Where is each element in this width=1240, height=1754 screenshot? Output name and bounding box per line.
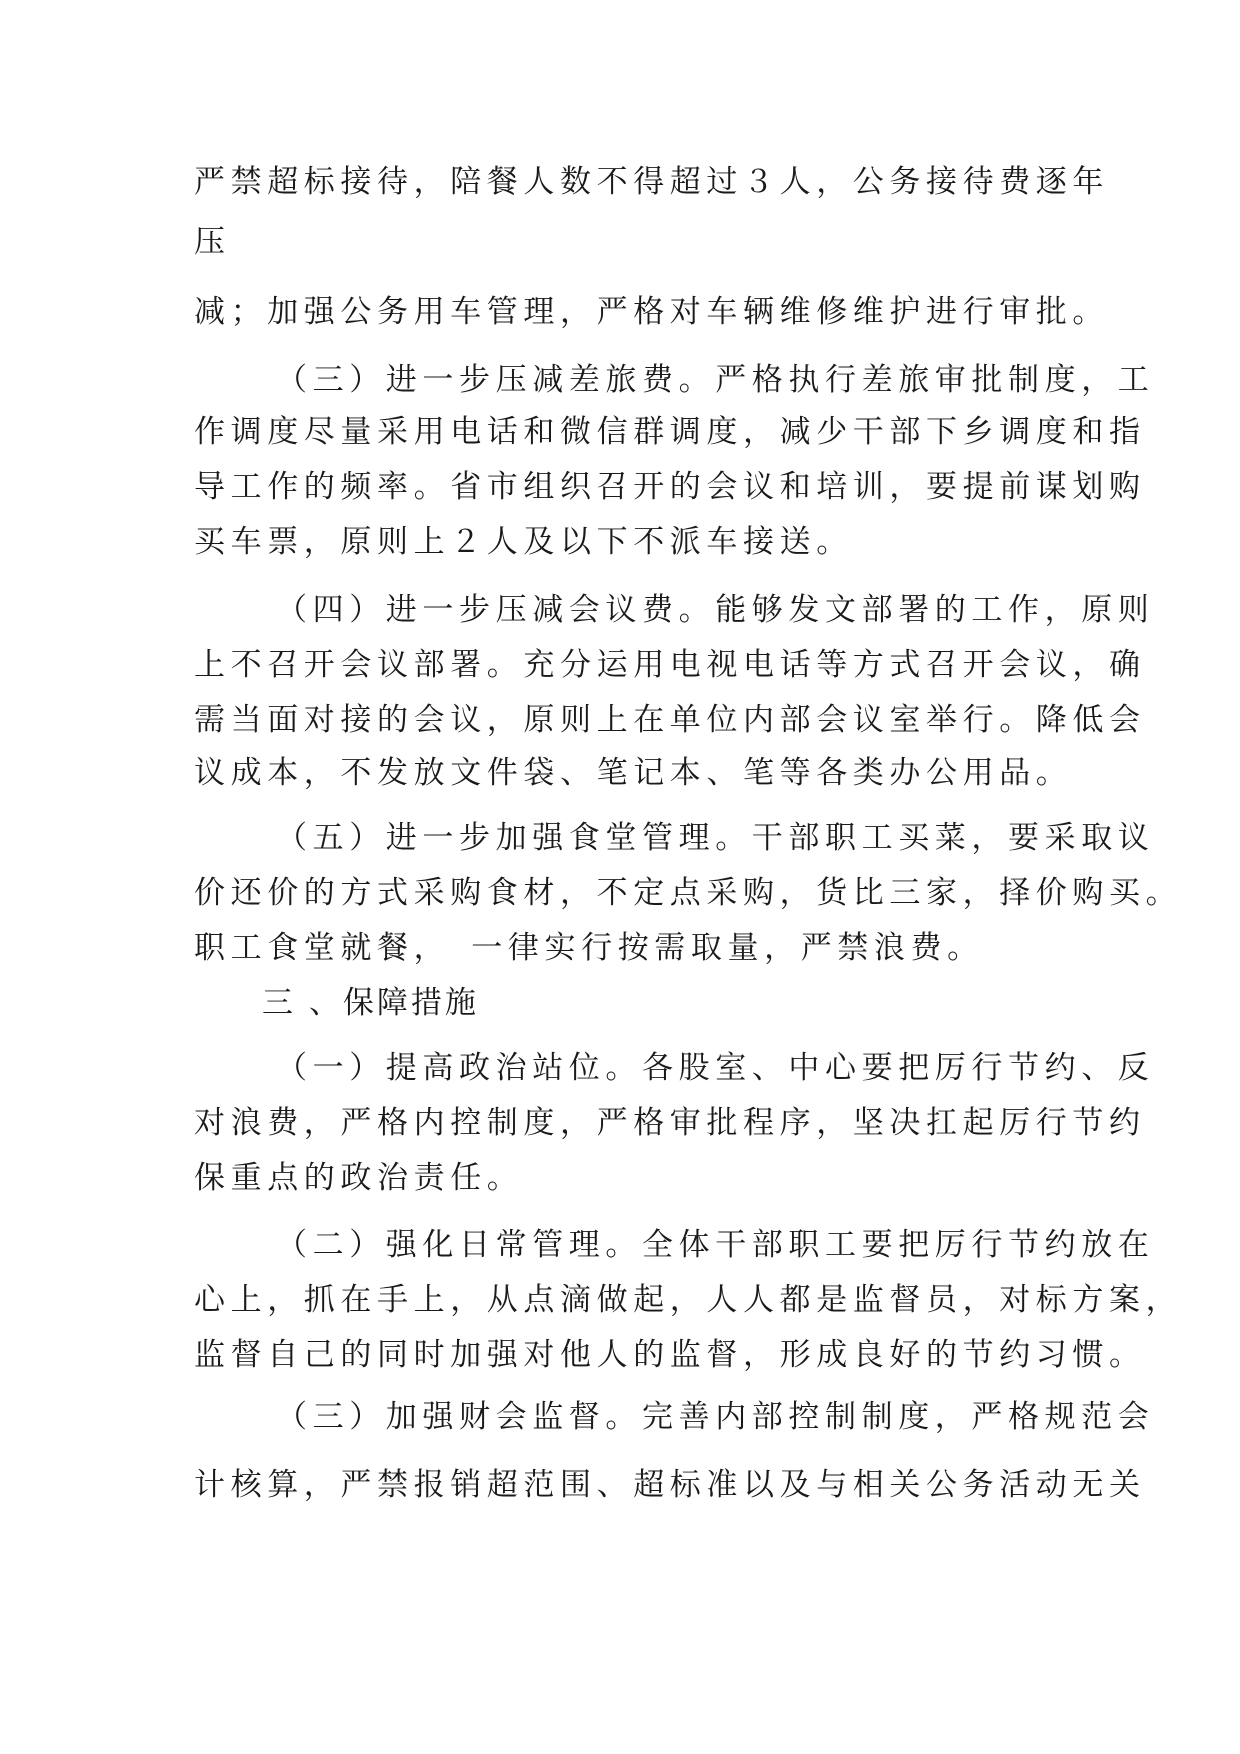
text-line: 保重点的政治责任。 — [194, 1160, 524, 1196]
paragraph-first-line: （一）提高政治站位。各股室、中心要把厉行节约、反 — [276, 1050, 1155, 1086]
paragraph-first-line: （五）进一步加强食堂管理。干部职工买菜，要采取议 — [276, 820, 1155, 856]
paragraph-first-line: （三）进一步压减差旅费。严格执行差旅审批制度，工 — [276, 362, 1155, 398]
text-line: 价还价的方式采购食材，不定点采购，货比三家，择价购买。 — [194, 875, 1183, 911]
text-line: 计核算，严禁报销超范围、超标准以及与相关公务活动无关 — [194, 1467, 1146, 1503]
text-line: 心上，抓在手上，从点滴做起，人人都是监督员，对标方案， — [194, 1282, 1183, 1318]
text-line: 压 — [194, 224, 231, 260]
text-line: 严禁超标接待，陪餐人数不得超过３人，公务接待费逐年 — [194, 164, 1109, 200]
text-line: 对浪费，严格内控制度，严格审批程序，坚决扛起厉行节约 — [194, 1105, 1146, 1141]
paragraph-first-line: （四）进一步压减会议费。能够发文部署的工作，原则 — [276, 592, 1155, 628]
section-heading: 三 、保障措施 — [262, 985, 479, 1021]
text-line: 减；加强公务用车管理，严格对车辆维修维护进行审批。 — [194, 294, 1109, 330]
text-line: 上不召开会议部署。充分运用电视电话等方式召开会议，确 — [194, 647, 1146, 683]
text-line: 监督自己的同时加强对他人的监督，形成良好的节约习惯。 — [194, 1337, 1146, 1373]
text-line: 需当面对接的会议，原则上在单位内部会议室举行。降低会 — [194, 702, 1146, 738]
paragraph-first-line: （三）加强财会监督。完善内部控制制度，严格规范会 — [276, 1399, 1155, 1435]
text-line: 导工作的频率。省市组织召开的会议和培训，要提前谋划购 — [194, 469, 1146, 505]
text-line: 作调度尽量采用电话和微信群调度，减少干部下乡调度和指 — [194, 414, 1146, 450]
text-line: 买车票，原则上２人及以下不派车接送。 — [194, 524, 853, 560]
text-line: 职工食堂就餐， 一律实行按需取量，严禁浪费。 — [194, 930, 984, 966]
paragraph-first-line: （二）强化日常管理。全体干部职工要把厉行节约放在 — [276, 1227, 1155, 1263]
text-line: 议成本，不发放文件袋、笔记本、笔等各类办公用品。 — [194, 755, 1073, 791]
